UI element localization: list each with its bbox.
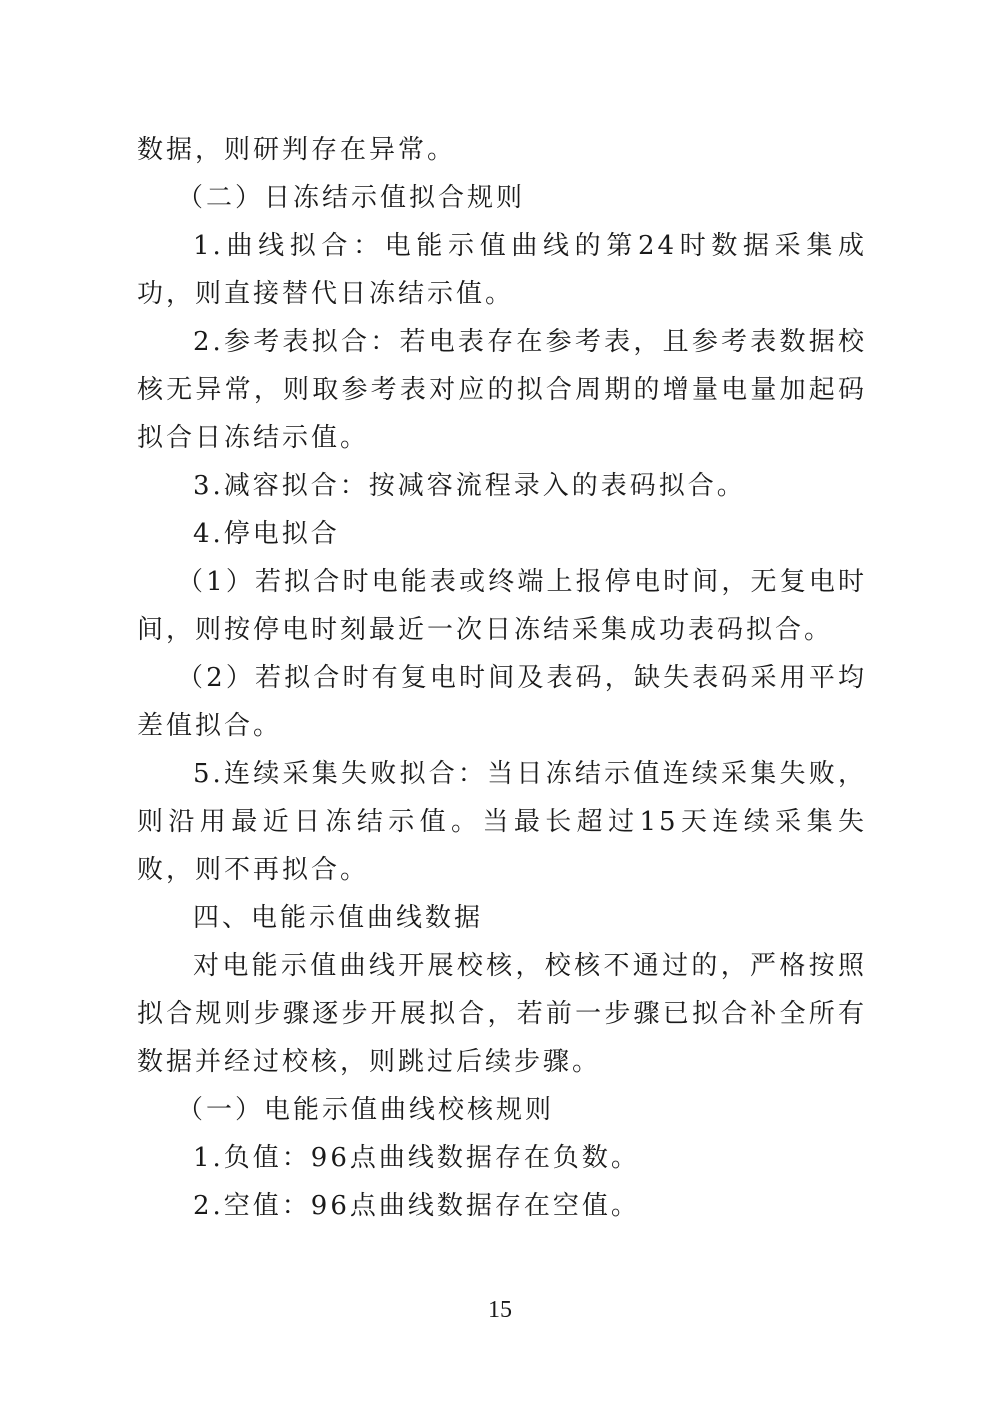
paragraph-outage-fitting: 4.停电拟合	[193, 519, 340, 549]
page-number: 15	[488, 1297, 512, 1323]
paragraph-negative-value: 1.负值：96点曲线数据存在负数。	[193, 1143, 640, 1173]
paragraph-null-value: 2.空值：96点曲线数据存在空值。	[193, 1191, 640, 1221]
paragraph-curve-check-intro: 对电能示值曲线开展校核，校核不通过的，严格按照拟合规则步骤逐步开展拟合，若前一步骤已拟合补全所有数据并经过校核，则跳过后续步骤。	[137, 951, 867, 1077]
section-subheading-curve-check-rules: （一）电能示值曲线校核规则	[177, 1095, 555, 1125]
paragraph-capacity-reduction-fitting: 3.减容拟合：按减容流程录入的表码拟合。	[193, 471, 746, 501]
paragraph-continuation: 数据，则研判存在异常。	[137, 135, 457, 165]
paragraph-outage-case-2: （2）若拟合时有复电时间及表码，缺失表码采用平均差值拟合。	[137, 663, 867, 741]
paragraph-continuous-failure-fitting: 5.连续采集失败拟合：当日冻结示值连续采集失败，则沿用最近日冻结示值。当最长超过15天连续采集失败，则不再拟合。	[137, 759, 867, 885]
document-body	[137, 126, 867, 1230]
paragraph-curve-fitting: 1.曲线拟合：电能示值曲线的第24时数据采集成功，则直接替代日冻结示值。	[137, 231, 867, 309]
section-subheading-daily-freeze-fitting: （二）日冻结示值拟合规则	[177, 183, 526, 213]
paragraph-outage-case-1: （1）若拟合时电能表或终端上报停电时间，无复电时间，则按停电时刻最近一次日冻结采集成功表码拟合。	[137, 567, 867, 645]
paragraph-reference-meter-fitting: 2.参考表拟合：若电表存在参考表，且参考表数据校核无异常，则取参考表对应的拟合周期的增量电量加起码拟合日冻结示值。	[137, 327, 867, 453]
section-heading-energy-curve-data: 四、电能示值曲线数据	[193, 903, 484, 933]
